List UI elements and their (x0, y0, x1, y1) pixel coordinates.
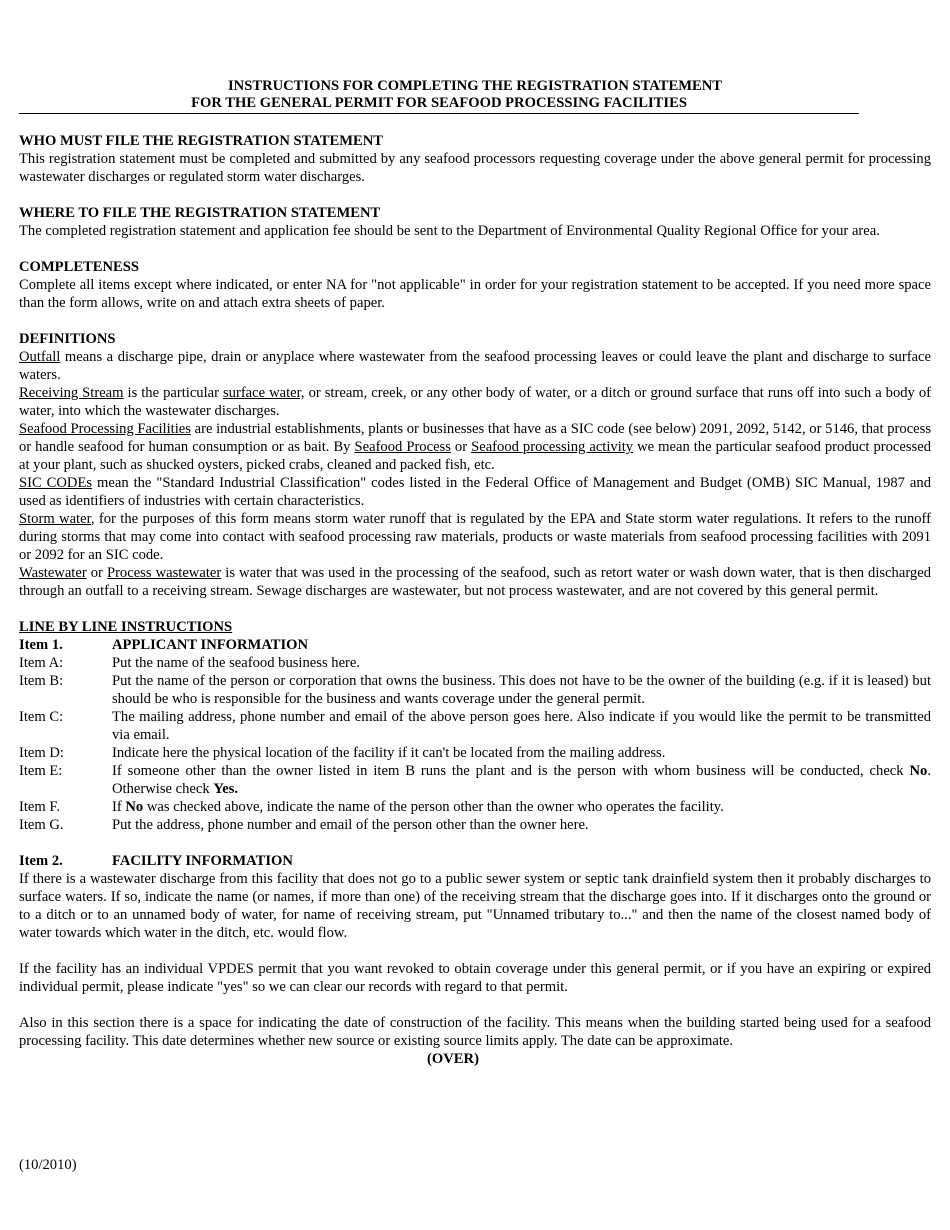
item-2-label: Item 2. (19, 853, 63, 869)
term-surface-water: surface water, (222, 385, 305, 401)
over-label: (OVER) (427, 1051, 479, 1067)
term-outfall: Outfall (19, 349, 61, 365)
item-2-paragraph-3: Also in this section there is a space for indicating the date of construction of the facility. This means when the building started being used for a seafood processing facility. This date determines whether new source or existing source limits apply. The date can be approximate. (19, 1015, 931, 1049)
definition-storm-water: Storm water, for the purposes of this form means storm water runoff that is regulated by the EPA and State storm water regulations. It refers to the runoff during storms that may come into contact with seafood processing raw materials, products or waste materials from seafood processing facilities with 2091 or 2092 for an SIC code. (19, 511, 932, 563)
item-2-paragraph-1: If there is a wastewater discharge from this facility that does not go to a public sewer system or septic tank drainfield system then it probably discharges to surface waters. If so, indicate the name (or names, if more than one) of the receiving stream that the discharge goes into. If it discharges onto the ground or to a ditch or to an unnamed body of water, for name of receiving stream, put "Unnamed tributary to..." and then the name of the closest named body of water towards which water in the ditch, etc. would flow. (19, 871, 931, 941)
definition-sic-codes: SIC CODEs mean the "Standard Industrial Classification" codes listed in the Federal Office of Management and Budget (OMB) SIC Manual, 1987 and used as identifiers of industries with certain characteristics. (19, 475, 932, 509)
document-title (19, 78, 931, 114)
term-sic-codes: SIC CODEs (19, 475, 93, 491)
item-2-heading (19, 852, 931, 870)
term-receiving-stream: Receiving Stream (19, 385, 124, 401)
item-1-heading (19, 636, 931, 654)
list-item: Item F. If No was checked above, indicate the name of the person other than the owner who operates the facility. (19, 799, 724, 815)
definition-wastewater: Wastewater or Process wastewater is water that was used in the processing of the seafood, such as retort water or wash down water, that is then discharged through an outfall to a receiving stream. Sewage discharges are wastewater, but not process wastewater, and are not covered by this general permit. (19, 565, 931, 599)
line-by-line-heading: LINE BY LINE INSTRUCTIONS (19, 619, 233, 635)
item-1-title: APPLICANT INFORMATION (112, 637, 309, 653)
term-seafood-processing-activity: Seafood processing activity (471, 439, 634, 455)
term-process-wastewater: Process wastewater (106, 565, 222, 581)
completeness-text: Complete all items except where indicated, or enter NA for "not applicable" in order for your registration statement to be accepted. If you need more space than the form allows, write on and attach extra sheets of paper. (19, 277, 931, 311)
term-seafood-processing-facilities: Seafood Processing Facilities (19, 421, 191, 437)
list-item: Item C: The mailing address, phone number and email of the above person goes here. Also indicate if you would like the permit to be transmitted via email. (19, 709, 931, 743)
title-line-2: FOR THE GENERAL PERMIT FOR SEAFOOD PROCESSING FACILITIES (19, 95, 859, 114)
term-storm-water: Storm water (19, 511, 91, 527)
title-line-1: INSTRUCTIONS FOR COMPLETING THE REGISTRATION STATEMENT (228, 78, 722, 94)
list-item: Item E: If someone other than the owner listed in item B runs the plant and is the person with whom business will be conducted, check No. Otherwise check Yes. (19, 763, 931, 797)
who-text: This registration statement must be completed and submitted by any seafood processors requesting coverage under the above general permit for processing wastewater discharges or regulated storm water discharges. (19, 151, 931, 185)
completeness-heading: COMPLETENESS (19, 259, 140, 275)
list-item: Item B: Put the name of the person or corporation that owns the business. This does not have to be the owner of the building (e.g. if it is leased) but should be who is responsible for the business and wants coverage under the general permit. (19, 673, 931, 707)
who-heading: WHO MUST FILE THE REGISTRATION STATEMENT (19, 133, 383, 149)
list-item: Item A: Put the name of the seafood business here. (19, 655, 361, 671)
where-text: The completed registration statement and application fee should be sent to the Department of Environmental Quality Regional Office for your area. (19, 223, 880, 239)
item-1-label: Item 1. (19, 637, 63, 653)
item-2-paragraph-2: If the facility has an individual VPDES permit that you want revoked to obtain coverage under this general permit, or if you have an expiring or expired individual permit, please indicate "yes" so we can clear our records with regard to that permit. (19, 961, 931, 995)
definition-outfall: Outfall means a discharge pipe, drain or anyplace where wastewater from the seafood processing leaves or could leave the plant and discharge to surface waters. (19, 349, 931, 383)
term-wastewater: Wastewater (19, 565, 87, 581)
list-item: Item D: Indicate here the physical location of the facility if it can't be located from the mailing address. (19, 745, 666, 761)
where-heading: WHERE TO FILE THE REGISTRATION STATEMENT (19, 205, 381, 221)
document-page (19, 78, 931, 1068)
definition-receiving-stream: Receiving Stream is the particular surface water, or stream, creek, or any other body of water, or a ditch or ground surface that runs off into such a body of water, into which the wastewater discharges. (19, 385, 932, 419)
term-seafood-process: Seafood Process (354, 439, 451, 455)
list-item: Item G. Put the address, phone number and email of the person other than the owner here. (19, 817, 589, 833)
revision-date: (10/2010) (19, 1157, 77, 1173)
definitions-heading: DEFINITIONS (19, 331, 116, 347)
item-2-title: FACILITY INFORMATION (112, 853, 293, 869)
definition-seafood-processing-facilities: Seafood Processing Facilities are industrial establishments, plants or businesses that have as a SIC code (see below) 2091, 2092, 5142, or 5146, that process or handle seafood for human consumption or as bait. By Seafood Process or Seafood processing activity we mean the particular seafood product processed at your plant, such as shucked oysters, picked crabs, cleaned and packed fish, etc. (19, 421, 932, 473)
